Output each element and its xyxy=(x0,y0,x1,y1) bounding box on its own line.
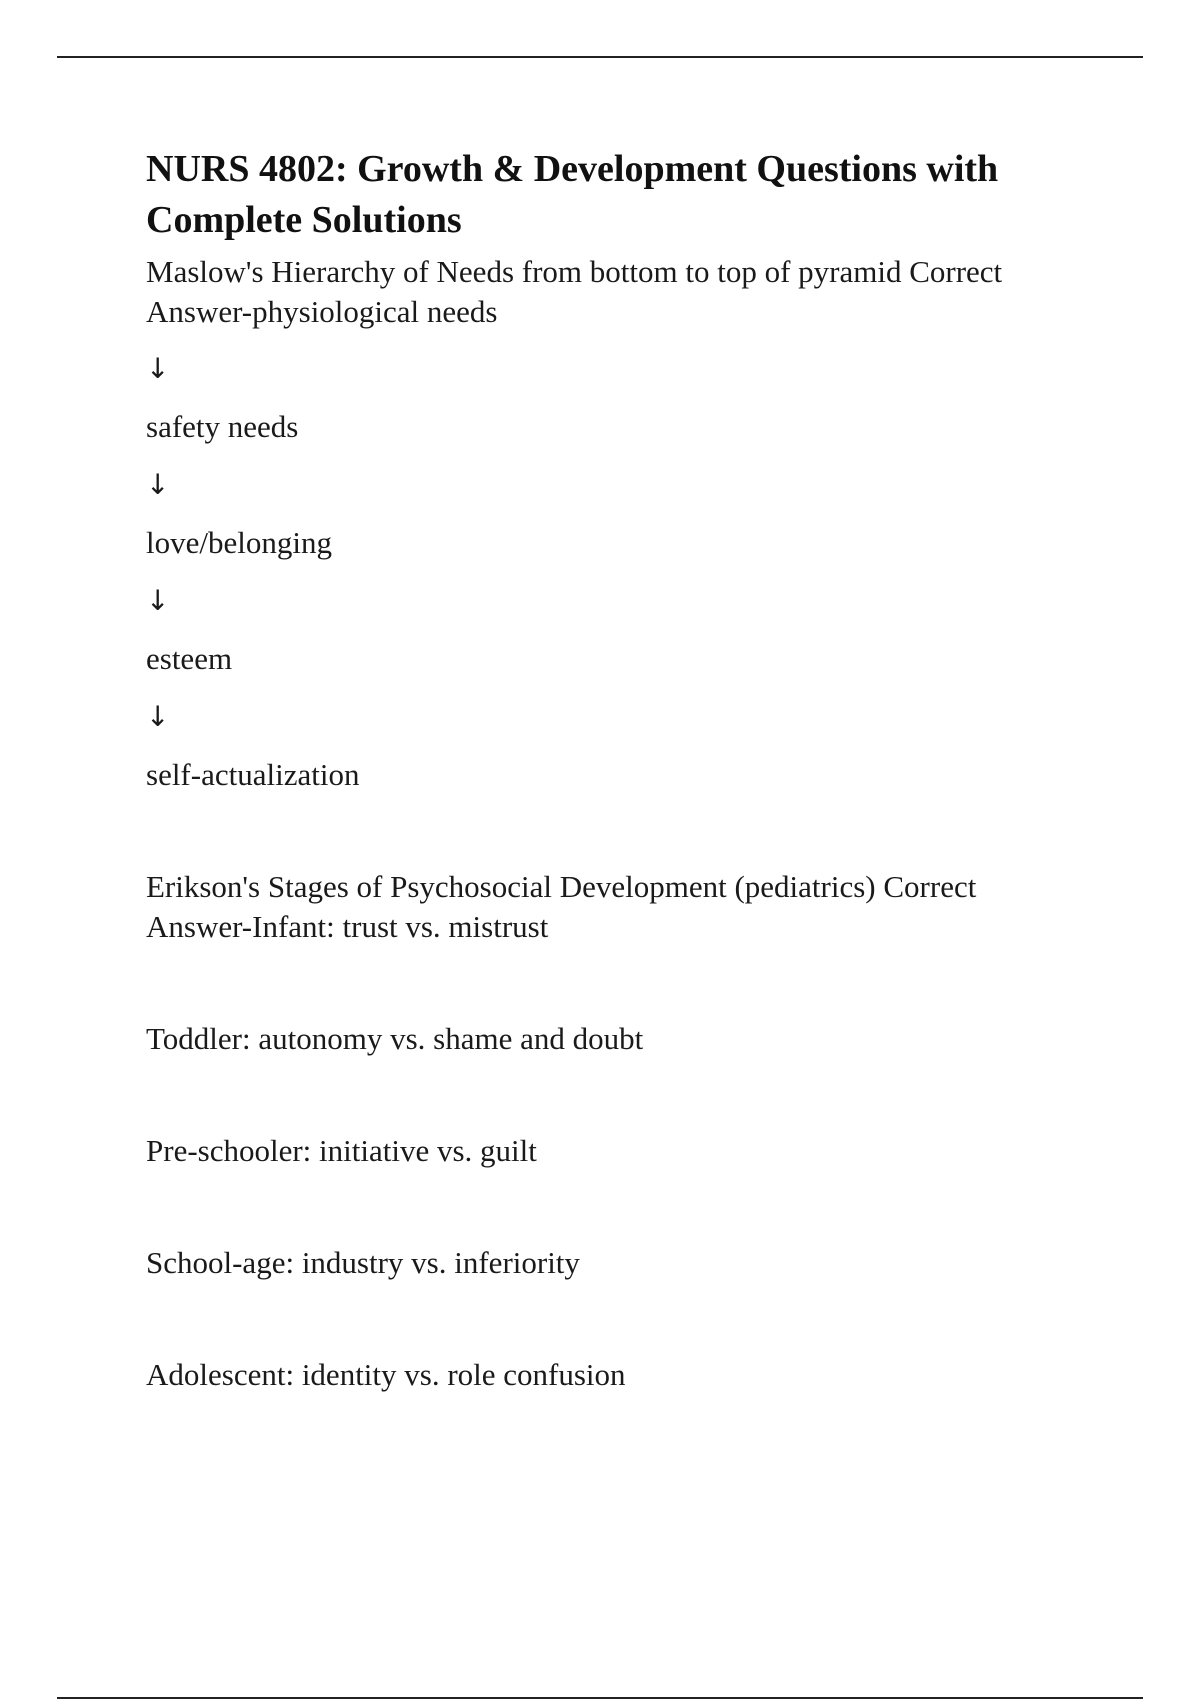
maslow-step-self-actualization: self-actualization xyxy=(146,757,360,792)
down-arrow-icon: ↓ xyxy=(146,468,170,501)
maslow-step-love: love/belonging xyxy=(146,525,332,560)
document-page xyxy=(146,144,1076,1395)
erikson-stage-adolescent: Adolescent: identity vs. role confusion xyxy=(146,1357,626,1392)
down-arrow-icon: ↓ xyxy=(146,352,170,385)
erikson-question: Erikson's Stages of Psychosocial Development (pediatrics) Correct Answer-Infant: trust vs. mistrust xyxy=(146,869,977,944)
maslow-step-safety: safety needs xyxy=(146,409,299,444)
erikson-stage-preschooler: Pre-schooler: initiative vs. guilt xyxy=(146,1133,537,1168)
maslow-step-esteem: esteem xyxy=(146,641,233,676)
erikson-stage-school-age: School-age: industry vs. inferiority xyxy=(146,1245,580,1280)
erikson-stage-toddler: Toddler: autonomy vs. shame and doubt xyxy=(146,1021,644,1056)
top-divider xyxy=(57,56,1143,58)
down-arrow-icon: ↓ xyxy=(146,584,170,617)
down-arrow-icon: ↓ xyxy=(146,700,170,733)
document-title: NURS 4802: Growth & Development Questions with Complete Solutions xyxy=(146,148,999,241)
maslow-question: Maslow's Hierarchy of Needs from bottom to top of pyramid Correct Answer-physiological needs xyxy=(146,254,1003,329)
bottom-divider xyxy=(57,1697,1143,1699)
